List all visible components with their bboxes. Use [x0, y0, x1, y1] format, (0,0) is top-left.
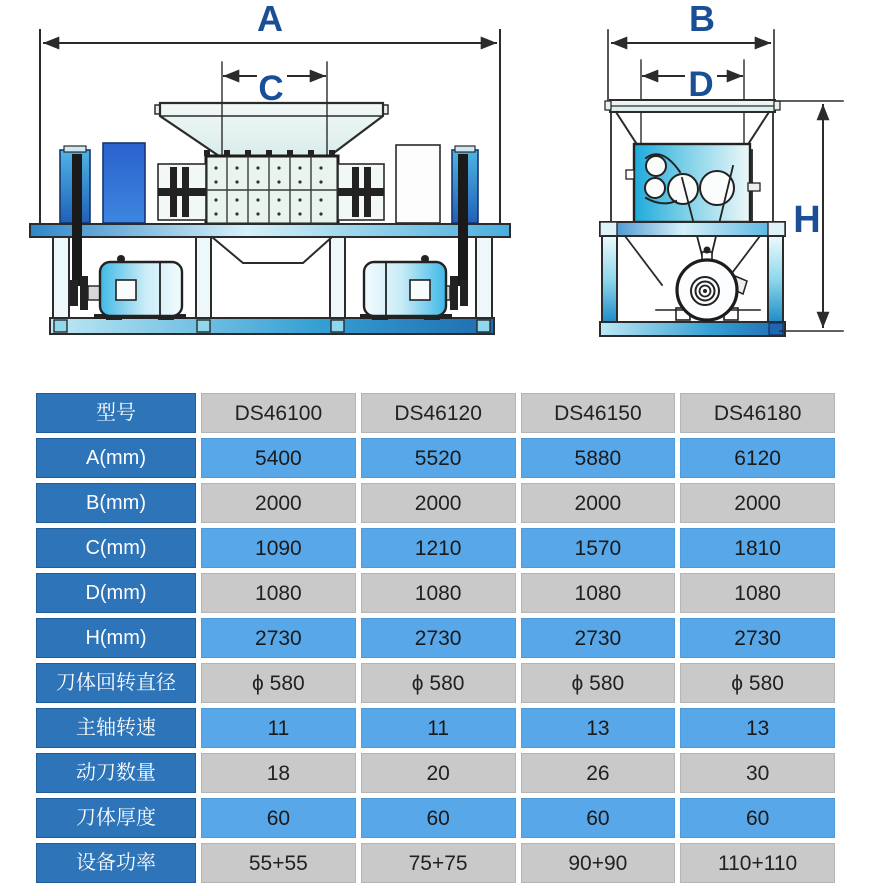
spec-cell: ϕ 580 — [680, 663, 835, 703]
row-label: 主轴转速 — [36, 708, 196, 748]
model-header: DS46180 — [680, 393, 835, 433]
motor-left — [70, 255, 186, 320]
spec-cell: 90+90 — [521, 843, 676, 883]
spec-cell: 1080 — [680, 573, 835, 613]
spec-cell: 13 — [521, 708, 676, 748]
spec-table — [36, 393, 835, 883]
drive-belt-left — [72, 154, 82, 286]
side-chute-left — [625, 236, 662, 285]
row-label: 设备功率 — [36, 843, 196, 883]
row-label: 动刀数量 — [36, 753, 196, 793]
dim-b-label: B — [689, 0, 715, 39]
shredder-box — [204, 150, 338, 230]
row-label: C(mm) — [36, 528, 196, 568]
spec-cell: 11 — [361, 708, 516, 748]
side-column-left — [602, 236, 617, 322]
spec-cell: 1210 — [361, 528, 516, 568]
spec-cell: 6120 — [680, 438, 835, 478]
spec-cell: 2730 — [201, 618, 356, 658]
belt-guard-left — [103, 143, 145, 223]
side-view — [600, 0, 843, 336]
spec-cell: 110+110 — [680, 843, 835, 883]
machine-drawings — [0, 0, 870, 360]
spec-cell: 60 — [680, 798, 835, 838]
row-label: A(mm) — [36, 438, 196, 478]
spec-cell: 1810 — [680, 528, 835, 568]
belt-guard-right — [396, 145, 440, 223]
dim-a-label: A — [257, 0, 283, 39]
discharge-chute — [212, 237, 332, 263]
front-view — [30, 0, 510, 334]
spec-cell: 1090 — [201, 528, 356, 568]
dim-b — [612, 0, 770, 43]
spec-cell: 2000 — [201, 483, 356, 523]
spec-cell: 5400 — [201, 438, 356, 478]
row-label: 刀体回转直径 — [36, 663, 196, 703]
spec-cell: 18 — [201, 753, 356, 793]
coupling-right — [338, 164, 384, 220]
spec-cell: 2730 — [521, 618, 676, 658]
dim-h-label: H — [793, 199, 821, 241]
side-column-right — [768, 236, 783, 322]
side-deck — [600, 222, 785, 236]
spec-cell: 13 — [680, 708, 835, 748]
spec-cell: 11 — [201, 708, 356, 748]
spec-cell: 1080 — [201, 573, 356, 613]
model-header: DS46100 — [201, 393, 356, 433]
front-deck — [30, 224, 510, 237]
row-label: H(mm) — [36, 618, 196, 658]
dim-a — [44, 0, 496, 43]
row-label: 刀体厚度 — [36, 798, 196, 838]
technical-drawing — [0, 0, 870, 360]
spec-cell: 26 — [521, 753, 676, 793]
motor-right — [360, 255, 468, 320]
spec-cell: 55+55 — [201, 843, 356, 883]
coupling-left — [158, 164, 206, 220]
spec-cell: ϕ 580 — [361, 663, 516, 703]
dim-d — [643, 65, 742, 104]
row-label: B(mm) — [36, 483, 196, 523]
dim-d-label: D — [688, 65, 714, 104]
spec-cell: 5880 — [521, 438, 676, 478]
dim-h — [775, 101, 843, 331]
spec-cell: 2000 — [361, 483, 516, 523]
spec-cell: 2000 — [680, 483, 835, 523]
spec-cell: 1570 — [521, 528, 676, 568]
spec-cell: 75+75 — [361, 843, 516, 883]
drive-belt-right — [458, 154, 468, 286]
spec-cell: 5520 — [361, 438, 516, 478]
spec-cell: ϕ 580 — [521, 663, 676, 703]
table-header-model-label: 型号 — [36, 393, 196, 433]
spec-cell: ϕ 580 — [201, 663, 356, 703]
model-header: DS46150 — [521, 393, 676, 433]
spec-cell: 1080 — [361, 573, 516, 613]
side-base — [600, 322, 785, 336]
spec-cell: 60 — [521, 798, 676, 838]
spec-cell: 20 — [361, 753, 516, 793]
row-label: D(mm) — [36, 573, 196, 613]
front-base — [50, 318, 494, 334]
spec-cell: 1080 — [521, 573, 676, 613]
spec-cell: 60 — [361, 798, 516, 838]
spec-cell: 30 — [680, 753, 835, 793]
spec-cell: 2730 — [680, 618, 835, 658]
spec-cell: 2000 — [521, 483, 676, 523]
spec-cell: 60 — [201, 798, 356, 838]
model-header: DS46120 — [361, 393, 516, 433]
spec-cell: 2730 — [361, 618, 516, 658]
dim-c-label: C — [258, 69, 284, 108]
